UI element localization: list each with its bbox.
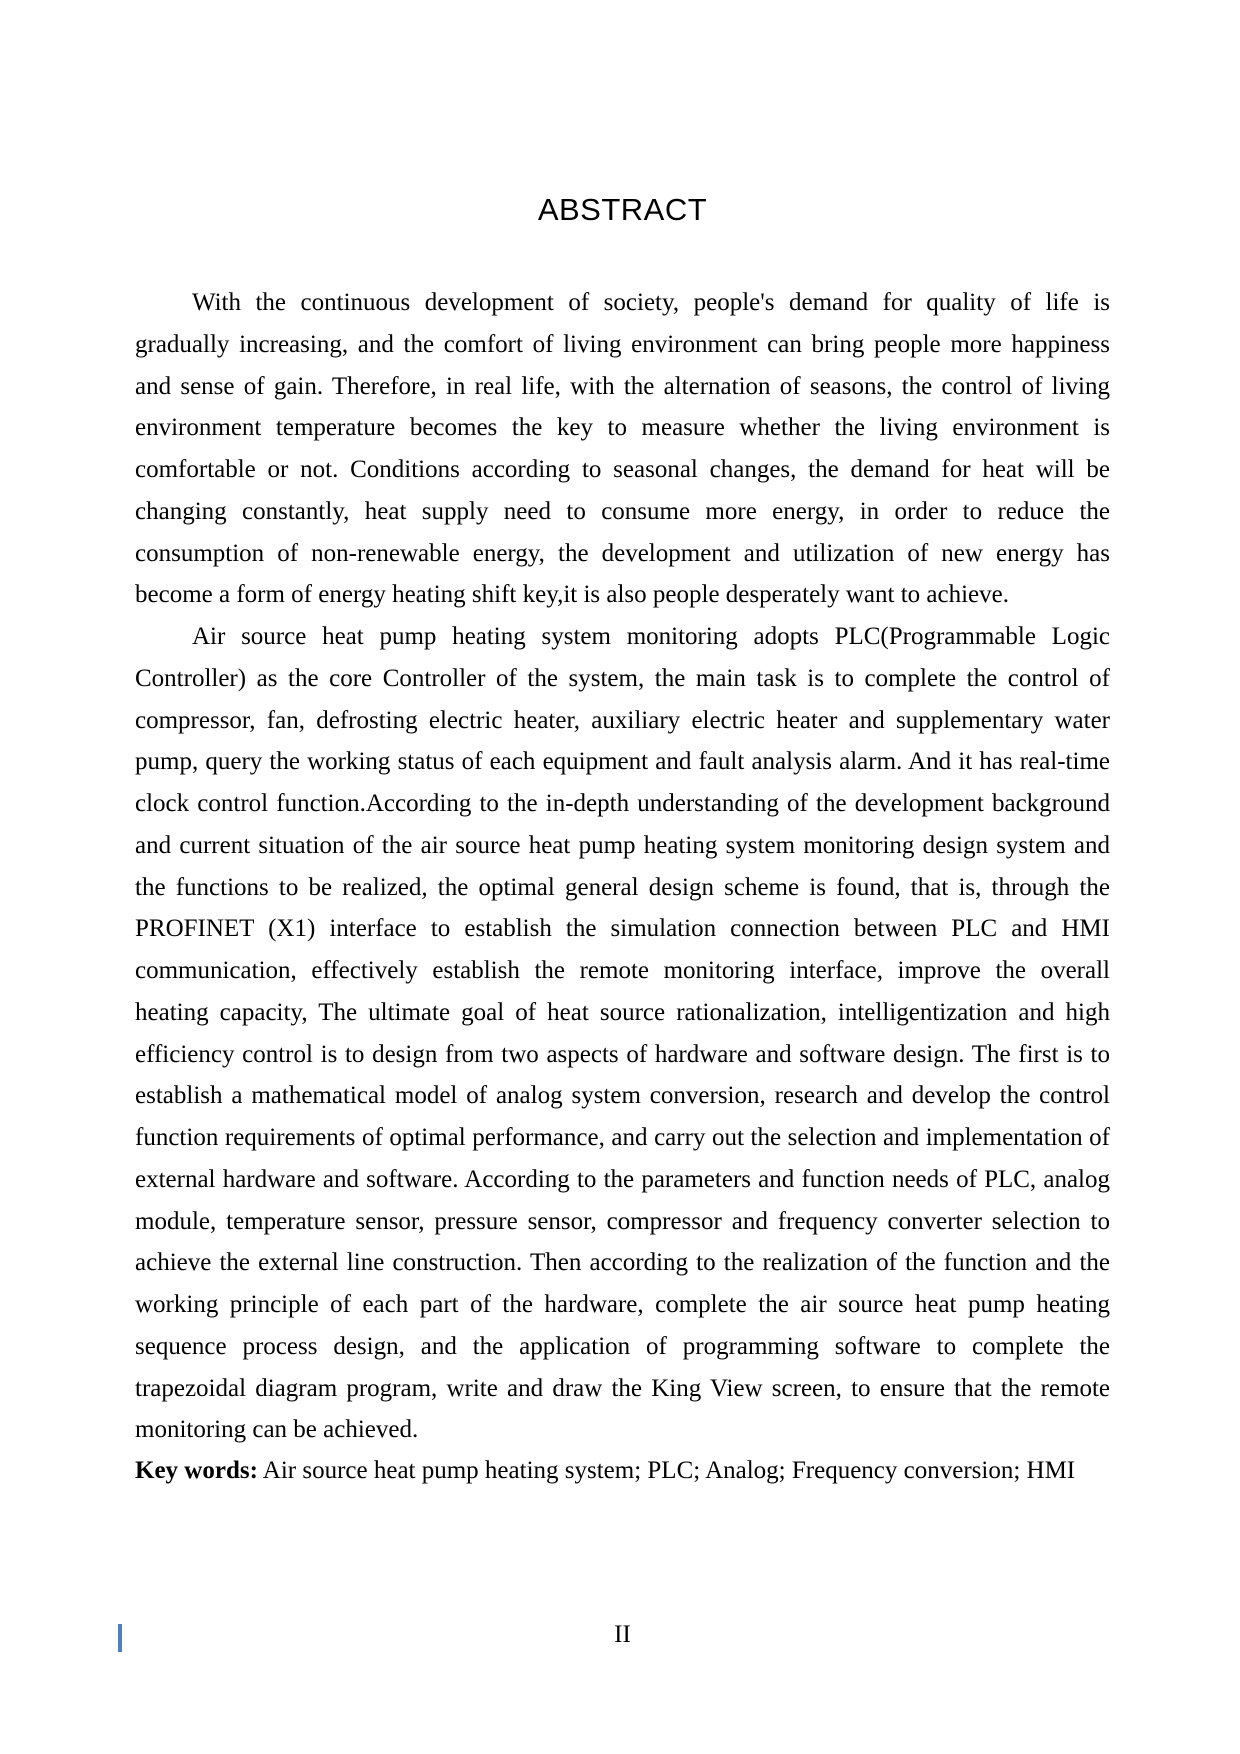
keywords-text: Air source heat pump heating system; PLC; Analog; Frequency conversion; HMI: [257, 1457, 1076, 1484]
page-title: ABSTRACT: [537, 192, 708, 227]
change-bar: [118, 1624, 122, 1652]
keywords-label: Key words:: [135, 1457, 258, 1484]
abstract-body: [135, 282, 1110, 1451]
page-number: II: [614, 1621, 631, 1648]
keywords-line: [135, 1450, 1110, 1492]
paragraph-1: With the continuous development of society, people's demand for quality of life is gradually increasing, and the comfort of living environment can bring people more happiness and sense of gain. Therefore, in real life, with the alternation of seasons, the control of living environment temperature becomes the key to measure whether the living environment is comfortable or not. Conditions according to seasonal changes, the demand for heat will be changing constantly, heat supply need to consume more energy, in order to reduce the consumption of non-renewable energy, the development and utilization of new energy has become a form of energy heating shift key,it is also people desperately want to achieve.: [135, 289, 1110, 609]
paragraph-2: Air source heat pump heating system monitoring adopts PLC(Programmable Logic Controller) as the core Controller of the system, the main task is to complete the control of compressor, fan, defrosting electric heater, auxiliary electric heater and supplementary water pump, query the working status of each equipment and fault analysis alarm. And it has real-time clock control function.According to the in-depth understanding of the development background and current situation of the air source heat pump heating system monitoring design system and the functions to be realized, the optimal general design scheme is found, that is, through the PROFINET (X1) interface to establish the simulation connection between PLC and HMI communication, effectively establish the remote monitoring interface, improve the overall heating capacity, The ultimate goal of heat source rationalization, intelligentization and high efficiency control is to design from two aspects of hardware and software design. The first is to establish a mathematical model of analog system conversion, research and develop the control function requirements of optimal performance, and carry out the selection and implementation of external hardware and software. According to the parameters and function needs of PLC, analog module, temperature sensor, pressure sensor, compressor and frequency converter selection to achieve the external line construction. Then according to the realization of the function and the working principle of each part of the hardware, complete the air source heat pump heating sequence process design, and the application of programming software to complete the trapezoidal diagram program, write and draw the King View screen, to ensure that the remote monitoring can be achieved.: [135, 623, 1110, 1444]
